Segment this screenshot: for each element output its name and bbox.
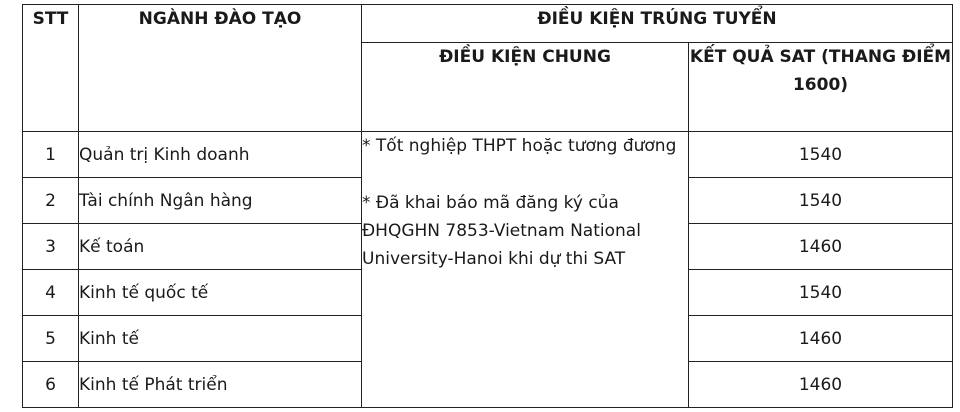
cell-stt: 5 xyxy=(23,316,79,362)
cell-sat: 1460 xyxy=(689,316,953,362)
cell-sat: 1460 xyxy=(689,362,953,408)
condition-2: * Đã khai báo mã đăng ký của ĐHQGHN 7853-Vietnam National University-Hanoi khi dự thi SAT xyxy=(362,193,641,269)
cell-stt: 6 xyxy=(23,362,79,408)
header-sat: KẾT QUẢ SAT (THANG ĐIỂM 1600) xyxy=(689,43,953,132)
header-nganh: NGÀNH ĐÀO TẠO xyxy=(79,5,362,132)
cell-stt: 1 xyxy=(23,132,79,178)
condition-1: * Tốt nghiệp THPT hoặc tương đương xyxy=(362,136,677,156)
cell-sat: 1540 xyxy=(689,270,953,316)
header-dieu-kien: ĐIỀU KIỆN TRÚNG TUYỂN xyxy=(362,5,953,43)
cell-nganh: Kinh tế Phát triển xyxy=(79,362,362,408)
cell-stt: 3 xyxy=(23,224,79,270)
table-row xyxy=(23,132,953,178)
cell-nganh: Kinh tế xyxy=(79,316,362,362)
header-dieu-kien-chung: ĐIỀU KIỆN CHUNG xyxy=(362,43,689,132)
general-conditions-cell xyxy=(362,132,689,408)
header-stt: STT xyxy=(23,5,79,132)
admission-table xyxy=(22,4,953,408)
cell-sat: 1540 xyxy=(689,178,953,224)
cell-nganh: Kinh tế quốc tế xyxy=(79,270,362,316)
cell-nganh: Kế toán xyxy=(79,224,362,270)
cell-sat: 1540 xyxy=(689,132,953,178)
cell-stt: 2 xyxy=(23,178,79,224)
cell-nganh: Quản trị Kinh doanh xyxy=(79,132,362,178)
cell-sat: 1460 xyxy=(689,224,953,270)
cell-stt: 4 xyxy=(23,270,79,316)
cell-nganh: Tài chính Ngân hàng xyxy=(79,178,362,224)
